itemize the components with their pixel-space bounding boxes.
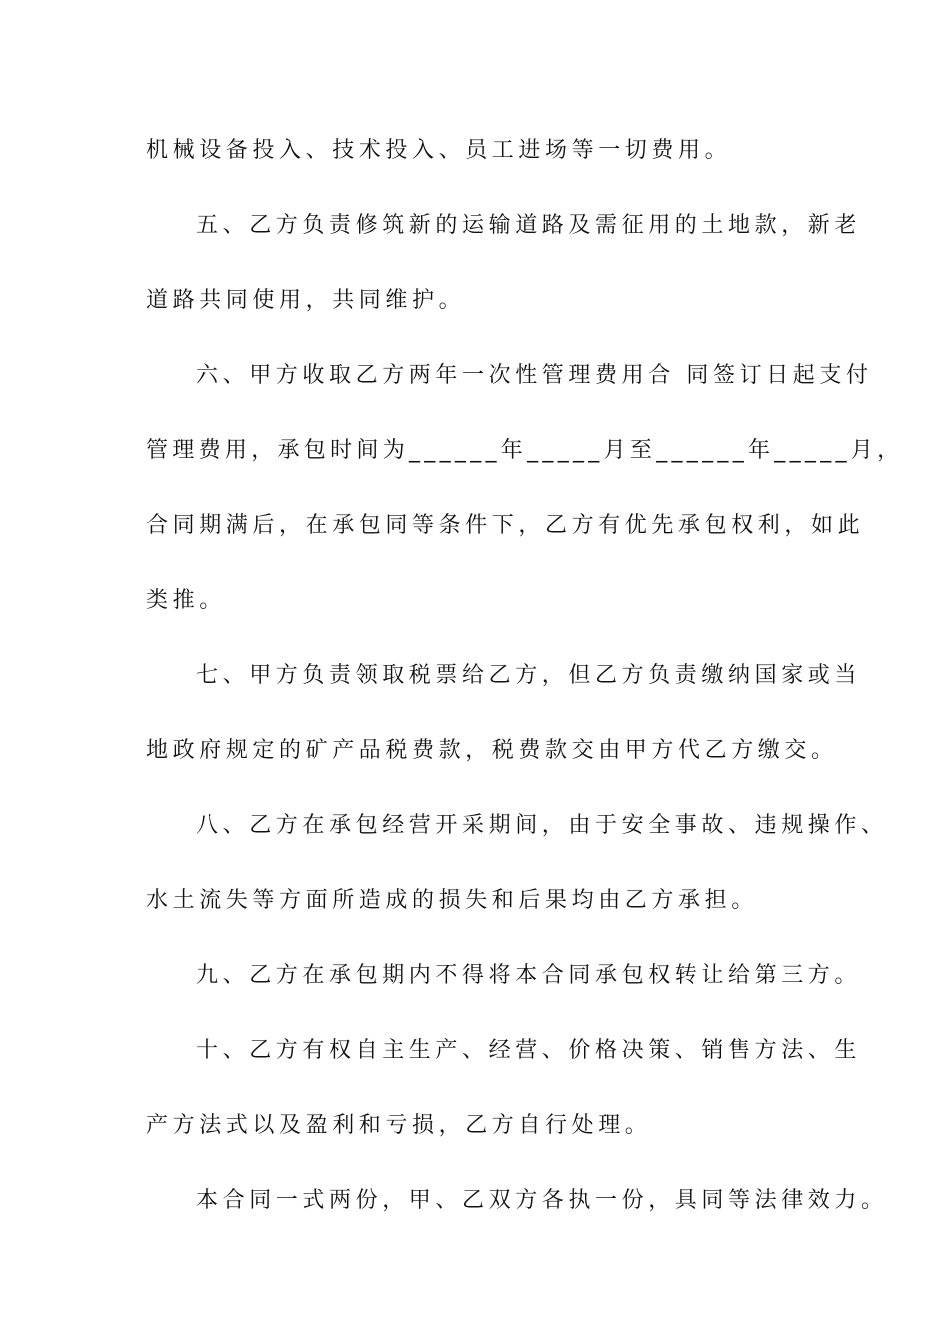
text-line-13: 十、乙方有权自主生产、经营、价格决策、销售方法、生 <box>196 1038 862 1063</box>
text-line-10: 八、乙方在承包经营开采期间，由于安全事故、违规操作、 <box>196 813 888 838</box>
text-line-3: 道路共同使用，共同维护。 <box>146 288 466 313</box>
text-line-2: 五、乙方负责修筑新的运输道路及需征用的土地款，新老 <box>196 213 862 238</box>
text-line-14: 产方法式以及盈利和亏损，乙方自行处理。 <box>146 1113 652 1138</box>
text-line-11: 水土流失等方面所造成的损失和后果均由乙方承担。 <box>146 888 758 913</box>
text-line-4: 六、甲方收取乙方两年一次性管理费用合 同签订日起支付 <box>196 363 873 388</box>
text-line-8: 七、甲方负责领取税票给乙方，但乙方负责缴纳国家或当 <box>196 663 862 688</box>
text-line-6: 合同期满后，在承包同等条件下，乙方有优先承包权利，如此 <box>146 513 865 538</box>
text-line-1: 机械设备投入、技术投入、员工进场等一切费用。 <box>146 138 732 163</box>
text-line-12: 九、乙方在承包期内不得将本合同承包权转让给第三方。 <box>196 963 862 988</box>
text-line-9: 地政府规定的矿产品税费款，税费款交由甲方代乙方缴交。 <box>146 738 838 763</box>
text-line-7: 类推。 <box>146 588 226 613</box>
text-line-15: 本合同一式两份，甲、乙双方各执一份，具同等法律效力。 <box>196 1188 888 1213</box>
text-line-5: 管理费用，承包时间为______年_____月至______年_____月， <box>146 438 904 463</box>
